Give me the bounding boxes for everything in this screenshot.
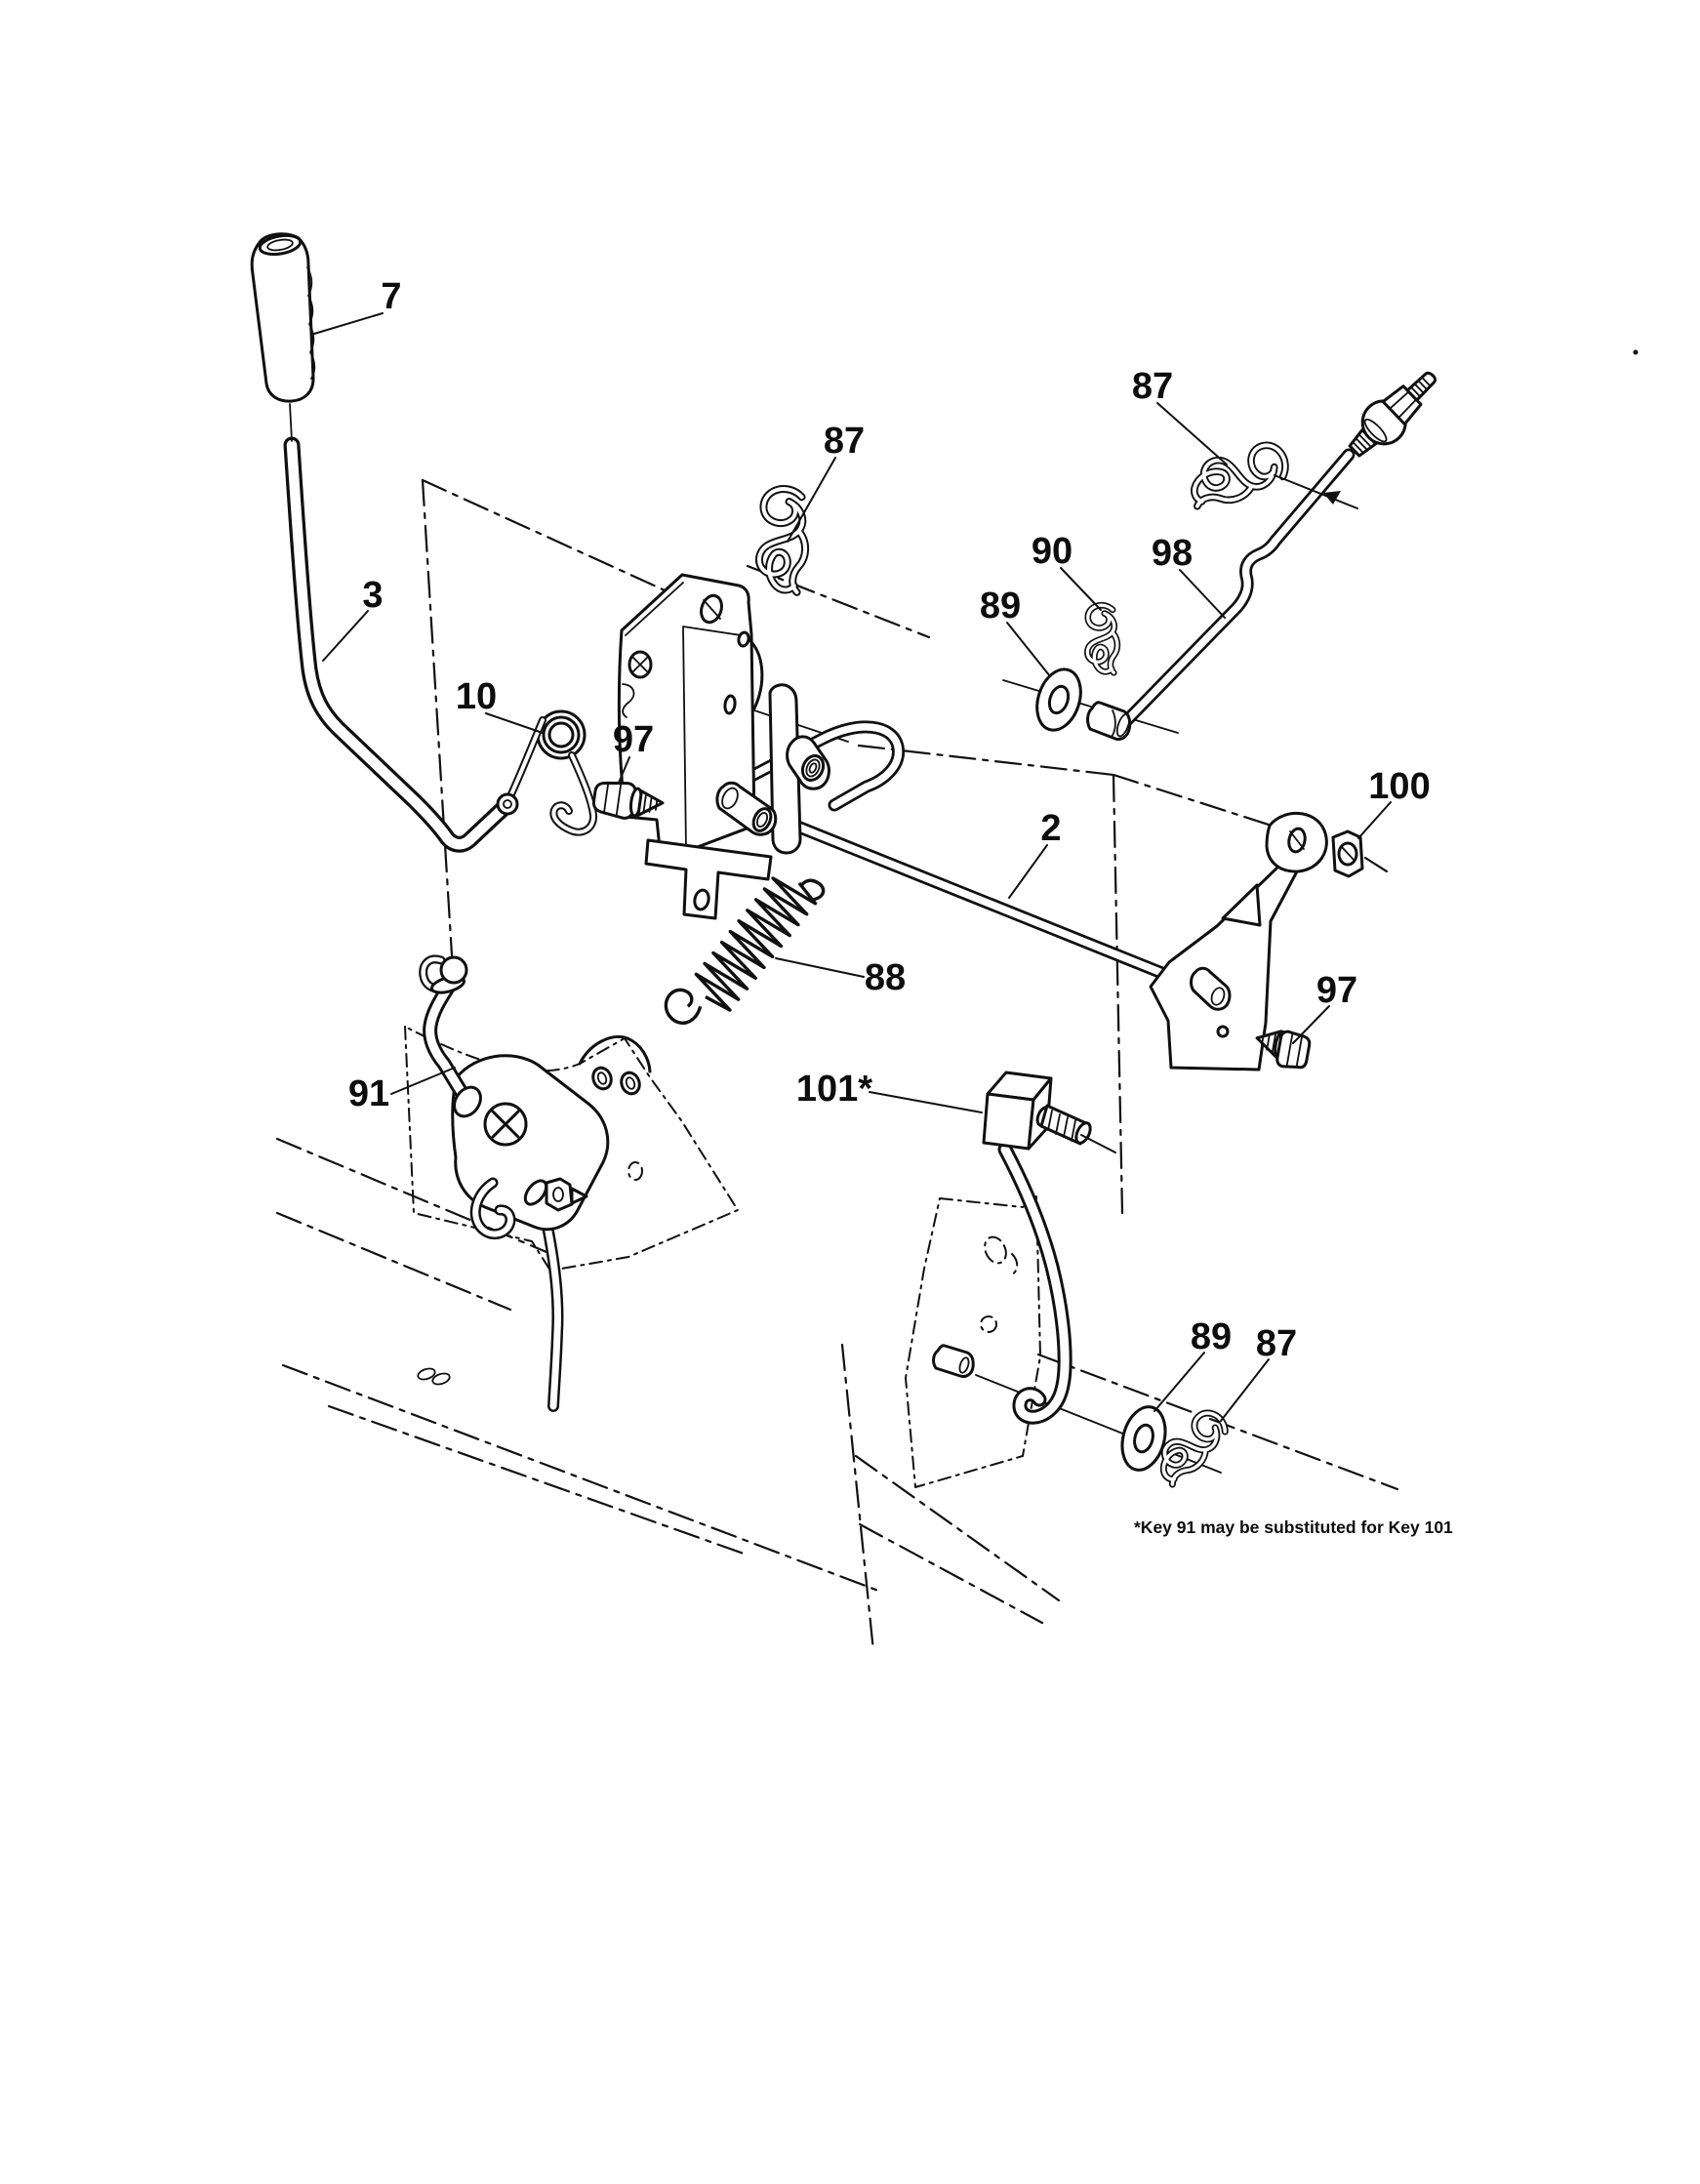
callout-90: 90 [1031,531,1073,572]
bracket-side-hole [738,631,750,647]
phantom-line [423,480,452,955]
phantom-line [1113,776,1122,1213]
bolt-head [1276,1031,1312,1071]
deck-bracket-right-phantom [906,1196,1040,1487]
washer-89-right [1030,664,1088,736]
deck-pin-cylinder [934,1346,974,1377]
callout-3: 3 [362,575,384,616]
lift-link-101 [984,1072,1093,1417]
plate-nut [546,1179,572,1210]
deck-ear-solid [580,1036,650,1072]
rod-ferrule [1088,703,1132,740]
retainer-clip-90 [1082,604,1121,673]
callout-98: 98 [1151,533,1194,574]
callout-91: 91 [347,1073,390,1114]
deck-bracket-hole [628,1162,642,1180]
lift-link-91 [424,957,650,1406]
pin-body [934,1346,974,1377]
callout-87-right: 87 [1131,366,1174,407]
torsion-spring-10 [510,711,593,832]
callout-88: 88 [864,957,907,998]
hairpin-clip-87-upper [749,486,815,592]
callout-2: 2 [1040,808,1062,849]
callout-10: 10 [455,676,498,717]
deck-edge-line [856,1456,1059,1600]
block-front-face [984,1094,1033,1149]
callout-7: 7 [381,276,402,317]
leader-arrowhead [1323,491,1341,505]
callout-101: 101* [795,1069,873,1110]
deck-edge-line [842,1345,873,1651]
deck-edge-line [329,1406,744,1554]
lever-grip-7 [252,232,314,401]
deck-edge-phantom-lines [277,1139,1397,1651]
rod-end-tab [498,794,517,814]
callout-89-lower: 89 [1190,1316,1233,1357]
grip-assembly-line [290,404,292,441]
deck-edge-line [860,1524,1042,1623]
callout-97-left: 97 [612,719,655,760]
ball-stud [441,957,466,983]
lift-lever-rod-3 [292,445,517,844]
callout-87-upper: 87 [823,421,866,462]
substitution-footnote: *Key 91 may be substituted for Key 101 [1134,1517,1453,1537]
deck-edge-line [283,1365,878,1591]
ball-joint-fitting [1340,360,1448,466]
callout-97-right: 97 [1315,970,1358,1011]
bolt-head [592,779,637,819]
right-lift-bracket [1151,813,1326,1070]
deck-ear-hole [619,1071,642,1097]
deck-ear-hole [590,1066,614,1092]
bracket-foot [646,840,771,918]
callout-100: 100 [1368,766,1431,807]
deck-bracket-detail [1012,1254,1017,1274]
lift-link-rod-98 [1088,360,1448,740]
callout-89-right: 89 [979,586,1022,627]
deck-bracket-hole [981,1234,1010,1267]
bracket-cutout [1223,885,1260,925]
bracket-small-hole [1218,1027,1228,1036]
deck-bracket-outline [906,1196,1040,1487]
deck-bracket-hole [981,1316,996,1332]
bracket-pin-hole [724,695,736,713]
grip-body [252,234,313,401]
stray-dot [1634,350,1639,355]
callout-87-lower: 87 [1255,1323,1298,1364]
phantom-line [423,480,684,599]
spring-hook-end [659,985,704,1030]
